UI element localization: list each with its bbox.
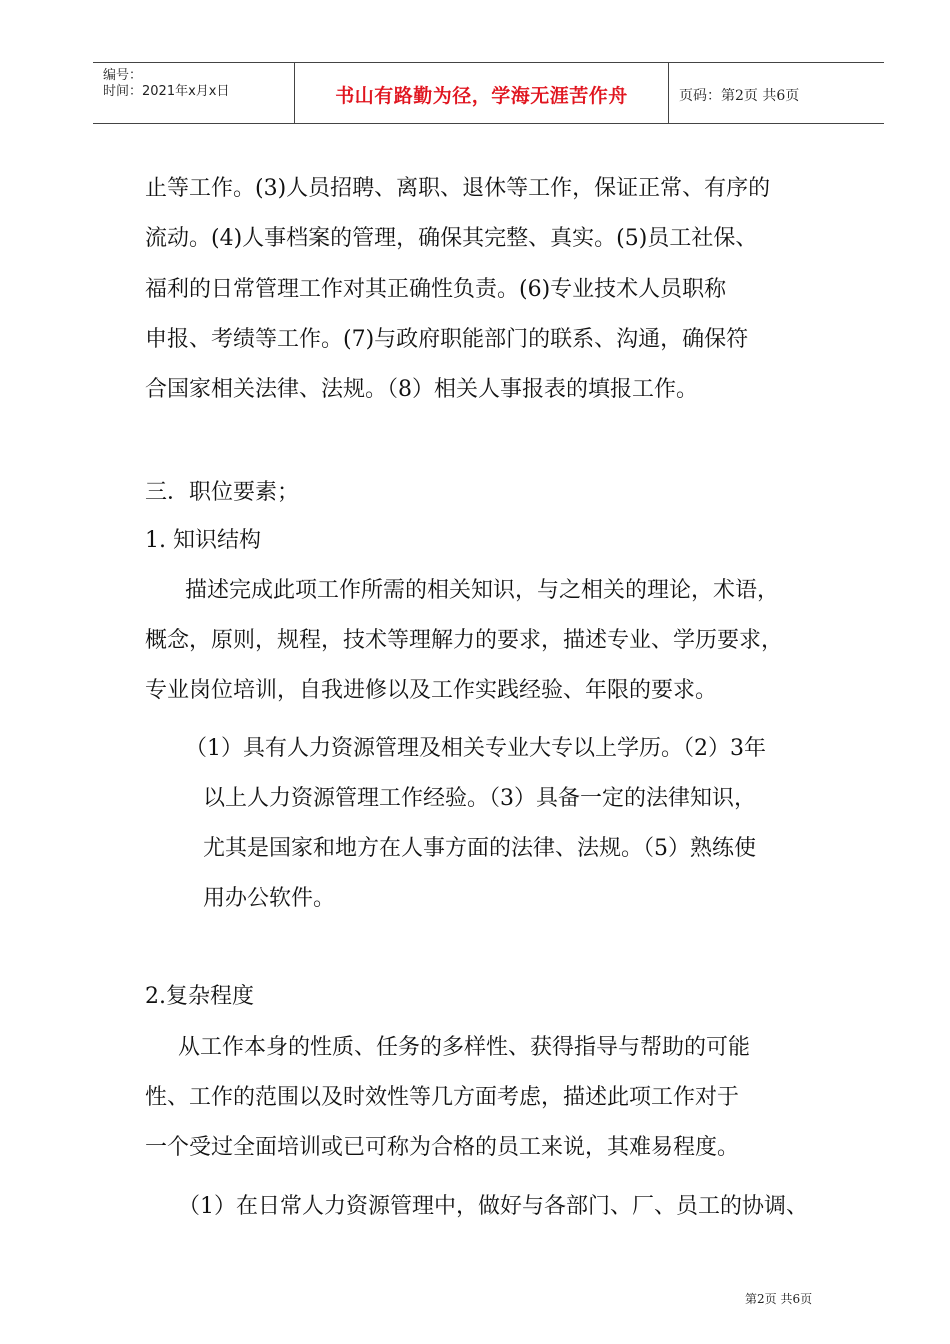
paragraph-line: 流动。(4)人事档案的管理，确保其完整、真实。(5)员工社保、	[145, 226, 758, 251]
motto-text: 书山有路勤为径，学海无涯苦作舟	[335, 85, 628, 107]
paragraph-line: 申报、考绩等工作。(7)与政府职能部门的联系、沟通，确保符	[145, 327, 749, 352]
paragraph-line: 专业岗位培训，自我进修以及工作实践经验、年限的要求。	[145, 678, 718, 703]
paragraph-line: 福利的日常管理工作对其正确性负责。(6)专业技术人员职称	[145, 277, 727, 302]
list-item-line: 尤其是国家和地方在人事方面的法律、法规。（5）熟练使	[203, 836, 756, 861]
header-page-cell	[669, 63, 884, 123]
paragraph-line: 一个受过全面培训或已可称为合格的员工来说，其难易程度。	[145, 1135, 740, 1160]
paragraph-line: 从工作本身的性质、任务的多样性、获得指导与帮助的可能	[178, 1035, 751, 1060]
subsection-heading: 1. 知识结构	[145, 528, 261, 553]
paragraph-line: 合国家相关法律、法规。（8）相关人事报表的填报工作。	[145, 377, 698, 402]
page-code: 页码：第2页 共6页	[679, 88, 800, 104]
date-label: 时间：2021年x月x日	[103, 84, 230, 99]
list-item-line: 用办公软件。	[203, 886, 336, 911]
paragraph-line: 性、工作的范围以及时效性等几方面考虑，描述此项工作对于	[145, 1085, 740, 1110]
header-meta-cell	[93, 63, 295, 123]
paragraph-line: 描述完成此项工作所需的相关知识，与之相关的理论，术语，	[185, 578, 780, 603]
paragraph-line: 止等工作。(3)人员招聘、离职、退休等工作，保证正常、有序的	[145, 176, 771, 201]
serial-number-label: 编号：	[103, 68, 143, 83]
header-motto-cell	[295, 63, 669, 123]
page-header	[93, 62, 884, 124]
list-item-line: （1）在日常人力资源管理中，做好与各部门、厂、员工的协调、	[178, 1194, 808, 1219]
section-heading: 三．职位要素；	[145, 480, 300, 505]
list-item-line: 以上人力资源管理工作经验。（3）具备一定的法律知识，	[203, 786, 756, 811]
list-item-line: （1）具有人力资源管理及相关专业大专以上学历。（2）3年	[185, 736, 766, 761]
paragraph-line: 概念，原则，规程，技术等理解力的要求，描述专业、学历要求，	[145, 628, 784, 653]
page-footer: 第2页 共6页	[745, 1292, 813, 1306]
subsection-heading: 2.复杂程度	[145, 984, 254, 1009]
